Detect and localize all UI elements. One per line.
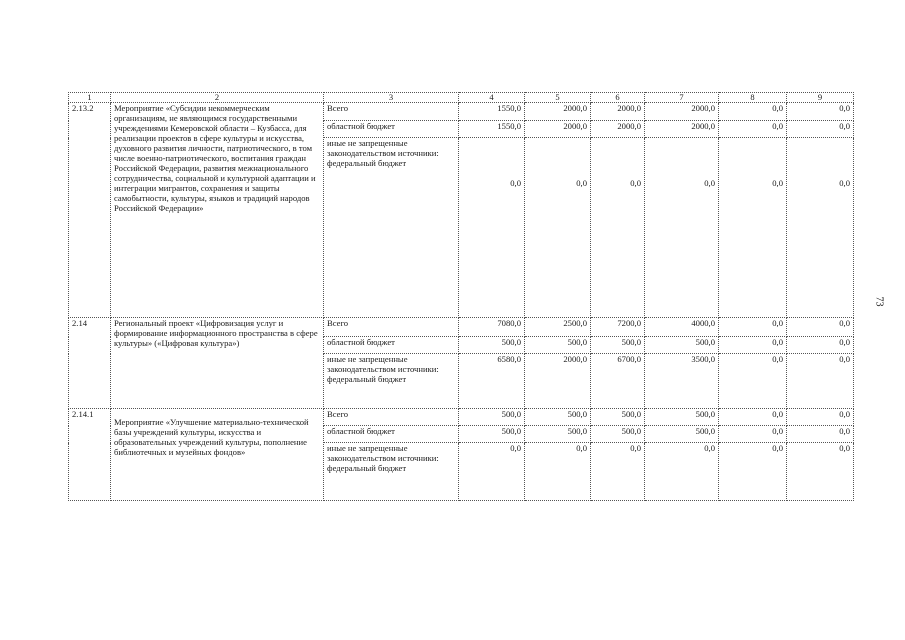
value-cell: 2000,0 [525,103,591,121]
value-cell: 0,0 [719,337,787,354]
item-code: 2.14 [69,318,111,409]
funding-source: Всего [324,103,459,121]
value-cell: 2000,0 [591,121,645,138]
value-cell: 0,0 [787,121,854,138]
value-cell: 0,0 [719,409,787,426]
value-cell: 0,0 [719,426,787,443]
item-description: Региональный проект «Цифровизация услуг и формирование информационного пространства в сфере культуры» («Цифровая культура») [111,318,324,409]
value-cell: 2000,0 [591,103,645,121]
value-cell: 0,0 [459,443,525,501]
funding-source: областной бюджет [324,426,459,443]
value-cell: 2000,0 [525,121,591,138]
value-cell: 0,0 [645,138,719,318]
value-cell: 3500,0 [645,354,719,409]
value-cell: 6700,0 [591,354,645,409]
value-cell: 500,0 [459,426,525,443]
value-cell: 0,0 [525,138,591,318]
value-cell: 500,0 [525,409,591,426]
value-cell: 0,0 [787,337,854,354]
value-cell: 0,0 [719,103,787,121]
page-number: 73 [873,296,885,307]
value-cell: 0,0 [645,443,719,501]
value-cell: 7200,0 [591,318,645,337]
funding-source: Всего [324,318,459,337]
value-cell: 0,0 [787,409,854,426]
column-number: 9 [787,93,854,103]
column-number: 7 [645,93,719,103]
column-number: 2 [111,93,324,103]
value-cell: 0,0 [719,443,787,501]
column-number: 6 [591,93,645,103]
value-cell: 500,0 [591,426,645,443]
funding-source: иные не запрещенные законодательством источники: федеральный бюджет [324,443,459,501]
value-cell: 500,0 [591,409,645,426]
item-description: Мероприятие «Улучшение материально-технической базы учреждений культуры, искусства и образовательных учреждений культуры, пополнение библиотечных и музейных фондов» [111,409,324,501]
value-cell: 2000,0 [645,121,719,138]
column-number: 5 [525,93,591,103]
value-cell: 1550,0 [459,121,525,138]
value-cell: 0,0 [719,121,787,138]
value-cell: 2000,0 [645,103,719,121]
value-cell: 4000,0 [645,318,719,337]
value-cell: 500,0 [645,409,719,426]
value-cell: 0,0 [459,138,525,318]
value-cell: 500,0 [525,337,591,354]
table-row [69,103,854,121]
column-number: 3 [324,93,459,103]
table-row [69,318,854,337]
value-cell: 6580,0 [459,354,525,409]
item-description: Мероприятие «Субсидии некоммерческим организациям, не являющимся государственными учреждениями Кемеровской области – Кузбасса, для реализации проектов в сфере культуры и искусства, духовного развития личности, патриотического, в том числе военно-патриотического, воспитания граждан Российской Федерации, развития межнационального сотрудничества, социальной и культурной адаптации и интеграции мигрантов, сохранения и защиты самобытности, культуры, языков и традиций народов Российской Федерации» [111,103,324,318]
value-cell: 500,0 [645,426,719,443]
value-cell: 1550,0 [459,103,525,121]
value-cell: 500,0 [591,337,645,354]
value-cell: 0,0 [719,354,787,409]
value-cell: 0,0 [787,443,854,501]
value-cell: 0,0 [787,103,854,121]
value-cell: 0,0 [719,318,787,337]
value-cell: 2000,0 [525,354,591,409]
value-cell: 0,0 [719,138,787,318]
value-cell: 0,0 [787,354,854,409]
item-code: 2.13.2 [69,103,111,318]
value-cell: 0,0 [591,443,645,501]
column-number: 1 [69,93,111,103]
funding-source: областной бюджет [324,121,459,138]
funding-source: Всего [324,409,459,426]
value-cell: 0,0 [591,138,645,318]
value-cell: 0,0 [787,318,854,337]
column-number: 8 [719,93,787,103]
funding-source: областной бюджет [324,337,459,354]
funding-source: иные не запрещенные законодательством источники: федеральный бюджет [324,138,459,318]
value-cell: 500,0 [645,337,719,354]
budget-table [68,92,854,501]
value-cell: 2500,0 [525,318,591,337]
value-cell: 500,0 [525,426,591,443]
value-cell: 0,0 [787,426,854,443]
value-cell: 0,0 [787,138,854,318]
column-number: 4 [459,93,525,103]
column-number-row [69,93,854,103]
value-cell: 500,0 [459,337,525,354]
value-cell: 0,0 [525,443,591,501]
item-code: 2.14.1 [69,409,111,501]
table-row [69,409,854,426]
value-cell: 500,0 [459,409,525,426]
value-cell: 7080,0 [459,318,525,337]
funding-source: иные не запрещенные законодательством источники: федеральный бюджет [324,354,459,409]
